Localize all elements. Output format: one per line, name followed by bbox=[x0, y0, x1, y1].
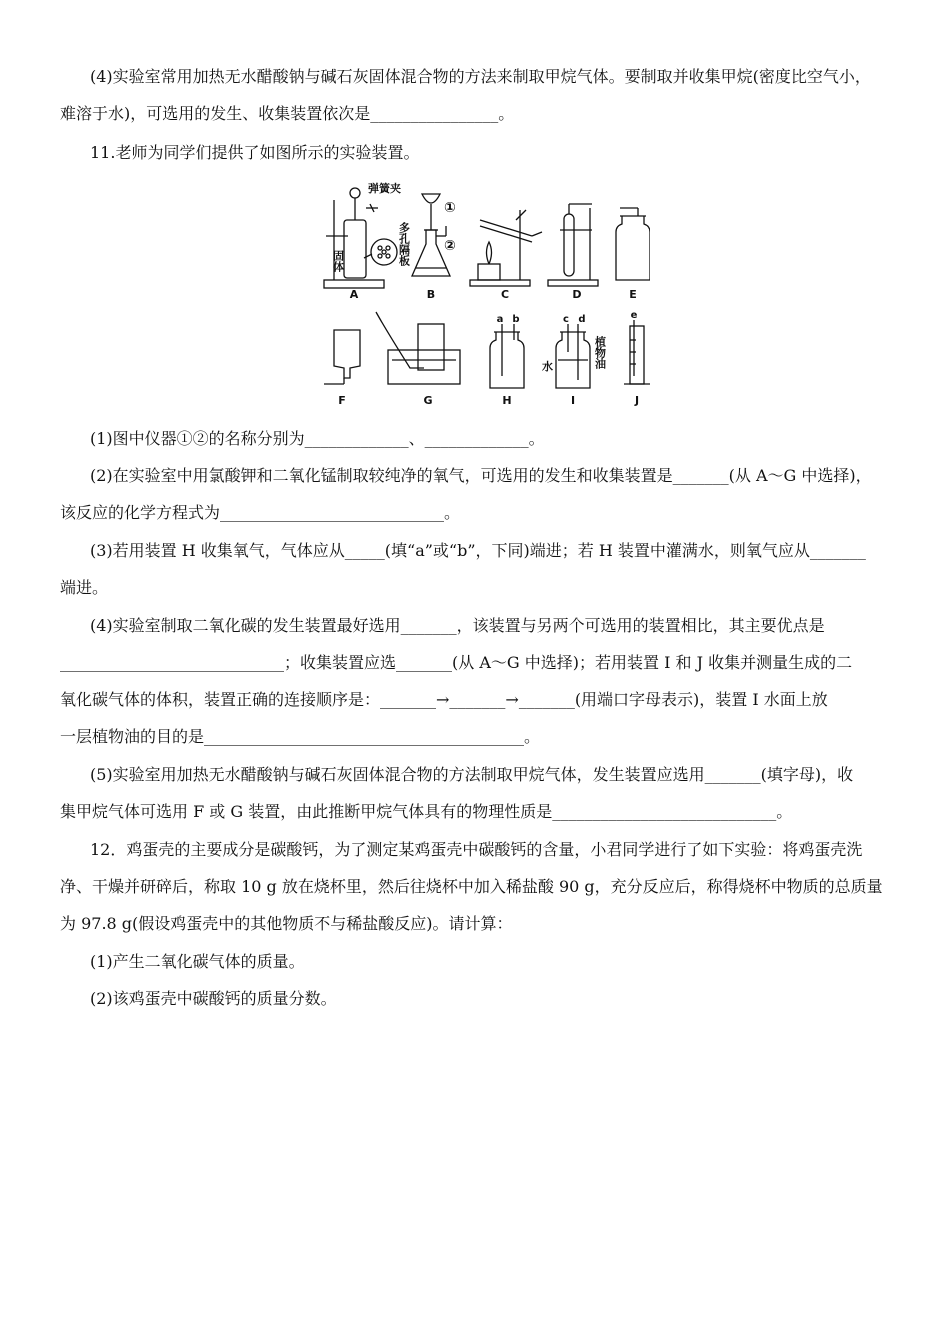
label-port-a: a bbox=[496, 314, 504, 325]
label-port-d: d bbox=[578, 314, 586, 325]
label-water: 水 bbox=[542, 360, 553, 373]
q10-part4-line2: 难溶于水)，可选用的发生、收集装置依次是________________。 bbox=[60, 104, 515, 123]
q11-part3-line1: (3)若用装置 H 收集氧气，气体应从_____(填“a”或“b”，下同)端进；若 H 装置中灌满水，则氧气应从_______ bbox=[90, 541, 866, 560]
q11-part5-line1: (5)实验室用加热无水醋酸钠与碱石灰固体混合物的方法制取甲烷气体，发生装置应选用_______(填字母)，收 bbox=[90, 765, 854, 784]
letter-i: I bbox=[570, 394, 576, 407]
apparatus-i bbox=[556, 324, 590, 388]
q11-part2-line1: (2)在实验室中用氯酸钾和二氧化锰制取较纯净的氧气，可选用的发生和收集装置是_______(从 A～G 中选择)， bbox=[90, 466, 872, 485]
label-solid: 固体 bbox=[331, 250, 345, 272]
label-port-c: c bbox=[563, 314, 569, 325]
apparatus-j bbox=[624, 320, 650, 384]
label-port-b: b bbox=[512, 314, 520, 325]
letter-h: H bbox=[502, 394, 512, 407]
q11-part5-line2: 集甲烷气体可选用 F 或 G 装置，由此推断甲烷气体具有的物理性质是____________________________。 bbox=[60, 802, 793, 821]
q11-part4-line3: 氧化碳气体的体积，装置正确的连接顺序是：_______→_______→_______(用端口字母表示)，装置 I 水面上放 bbox=[60, 690, 828, 709]
q12-part2: (2)该鸡蛋壳中碳酸钙的质量分数。 bbox=[90, 989, 337, 1008]
q11-part4-line4: 一层植物油的目的是________________________________________。 bbox=[60, 727, 541, 746]
label-circle-2: ② bbox=[444, 238, 456, 254]
label-spring-clip: 弹簧夹 bbox=[368, 182, 401, 195]
q12-line1: 12．鸡蛋壳的主要成分是碳酸钙，为了测定某鸡蛋壳中碳酸钙的含量，小君同学进行了如下实验：将鸡蛋壳洗 bbox=[90, 840, 863, 859]
q11-part4-line2: ____________________________；收集装置应选_______(从 A～G 中选择)；若用装置 I 和 J 收集并测量生成的二 bbox=[60, 653, 853, 672]
q11-part4-line1: (4)实验室制取二氧化碳的发生装置最好选用_______，该装置与另两个可选用的装置相比，其主要优点是 bbox=[90, 616, 825, 635]
apparatus-a bbox=[324, 188, 397, 288]
q11-intro: 11.老师为同学们提供了如图所示的实验装置。 bbox=[90, 143, 420, 162]
apparatus-c bbox=[470, 210, 542, 286]
label-porous-plate: 多孔隔板 bbox=[397, 222, 411, 266]
label-veg-oil: 植物油 bbox=[593, 336, 607, 369]
label-circle-1: ① bbox=[444, 200, 456, 216]
letter-e: E bbox=[629, 288, 637, 301]
apparatus-diagram bbox=[320, 180, 650, 412]
letter-d: D bbox=[572, 288, 582, 301]
q12-part1: (1)产生二氧化碳气体的质量。 bbox=[90, 952, 305, 971]
q11-part2-line2: 该反应的化学方程式为____________________________。 bbox=[60, 503, 461, 522]
q12-line3: 为 97.8 g(假设鸡蛋壳中的其他物质不与稀盐酸反应)。请计算： bbox=[60, 914, 513, 933]
apparatus-h bbox=[490, 324, 524, 388]
apparatus-g bbox=[376, 312, 460, 384]
q12-line2: 净、干燥并研碎后，称取 10 g 放在烧杯里，然后往烧杯中加入稀盐酸 90 g，充分反应后，称得烧杯中物质的总质量 bbox=[60, 877, 883, 896]
q11-part3-line2: 端进。 bbox=[60, 578, 109, 597]
apparatus-figure bbox=[320, 180, 650, 412]
q11-part1: (1)图中仪器①②的名称分别为_____________、_____________。 bbox=[90, 429, 545, 448]
letter-g: G bbox=[423, 394, 433, 407]
apparatus-f bbox=[324, 330, 360, 384]
q10-part4-line1: (4)实验室常用加热无水醋酸钠与碱石灰固体混合物的方法来制取甲烷气体。要制取并收集甲烷(密度比空气小， bbox=[90, 67, 871, 86]
apparatus-d bbox=[548, 204, 598, 286]
letter-b: B bbox=[426, 288, 436, 301]
letter-j: J bbox=[634, 394, 640, 407]
label-port-e: e bbox=[630, 310, 638, 321]
letter-c: C bbox=[500, 288, 510, 301]
apparatus-e bbox=[616, 208, 650, 280]
letter-a: A bbox=[349, 288, 359, 301]
letter-f: F bbox=[338, 394, 346, 407]
